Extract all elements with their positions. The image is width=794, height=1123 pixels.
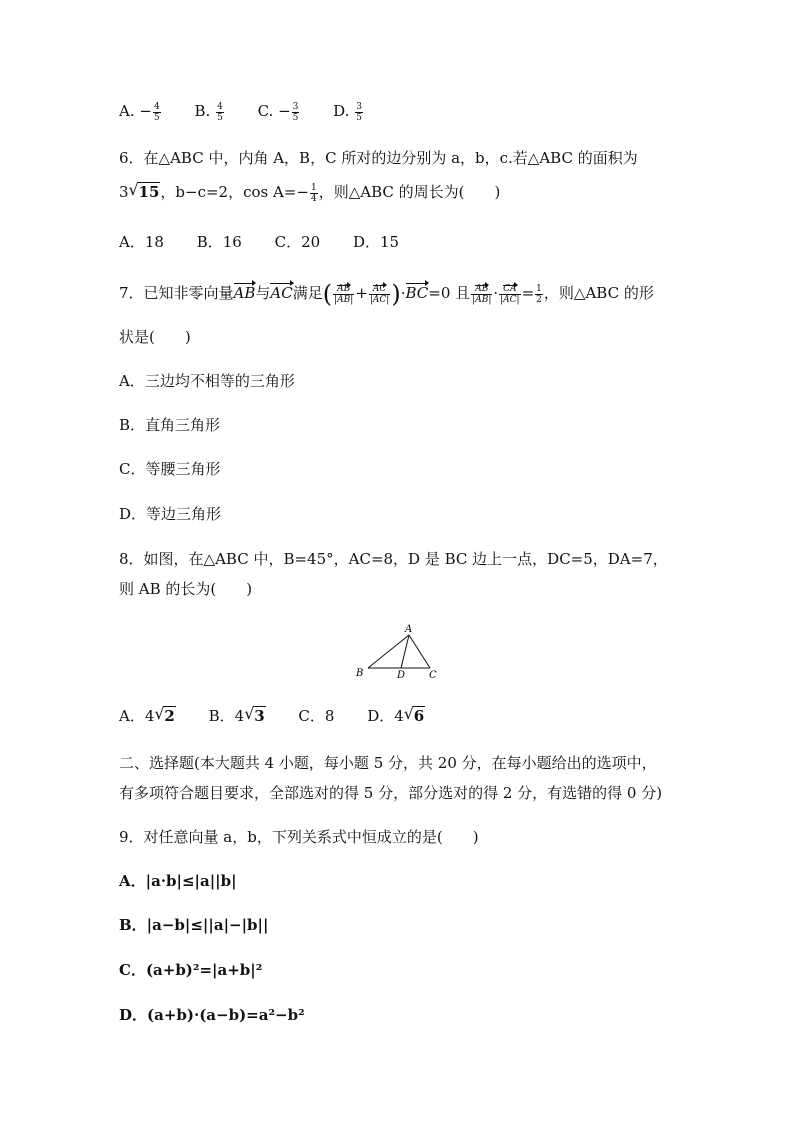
triangle-figure [350, 620, 450, 684]
label-a: A [405, 624, 413, 635]
section2-line2: 有多项符合题目要求，全部选对的得 5 分，部分选对的得 2 分，有选错的得 0 分) [119, 784, 663, 802]
q6-option-d: D．15 [352, 233, 400, 251]
label-b: B [356, 668, 364, 679]
q5-option-b: B. $\frac{4}{5}$ [194, 101, 223, 123]
q6-options [119, 231, 399, 253]
q5-option-d: D. $\frac{3}{5}$ [333, 101, 362, 123]
sqrt-symbol: √ 15 [128, 180, 160, 201]
q8-stem-line1: 8．如图，在△ABC 中，B=45°，AC=8，D 是 BC 边上一点，DC=5，DA=7， [119, 550, 668, 568]
q7-option-b: B．直角三角形 [119, 416, 221, 434]
side-ab [368, 635, 409, 668]
q5-options [119, 100, 364, 123]
q9-option-c: C．(a+b)²=|a+b|² [119, 961, 263, 979]
label-d: D [397, 670, 406, 681]
q8-option-a: A．4 √ 2 [119, 704, 175, 725]
q6-option-b: B．16 [196, 233, 242, 251]
q8-stem-line2: 则 AB 的长为( ) [119, 580, 253, 598]
q5-option-c: C. − $\frac{3}{5}$ [257, 101, 299, 123]
q9-option-b: B．|a−b|≤||a|−|b|| [119, 916, 269, 934]
q8-option-c: C．8 [298, 707, 335, 725]
q7-option-d: D．等边三角形 [119, 505, 222, 523]
q7-stem-line1: 7．已知非零向量AB与AC满足( $\frac{AB}{|AB|}$ + $\frac{AC}{|AC|}$ )·BC=0 且 $\frac{AB}{|AB|}$ · $\frac{CA}{|AC|}$ = $\frac{1}{2}$ ，则△ABC 的形 [119, 280, 654, 308]
section2-line1: 二、选择题(本大题共 4 小题，每小题 5 分，共 20 分，在每小题给出的选项中， [119, 754, 657, 772]
label-c: C [429, 670, 437, 681]
q6-stem-line2: 3 √ 15，b−c=2，cos A=− $\frac{1}{4}$ ，则△ABC 的周长为( ) [119, 180, 501, 204]
q8-options [119, 705, 425, 727]
q8-option-b: B．4 √ 3 [208, 704, 265, 725]
q8-option-d: D．4 √ 6 [367, 704, 425, 725]
q9-option-a: A．|a·b|≤|a||b| [119, 872, 237, 890]
q6-stem-line1: 6．在△ABC 中，内角 A，B，C 所对的边分别为 a，b，c.若△ABC 的面积为 [119, 149, 638, 167]
q6-option-a: A．18 [119, 233, 164, 251]
q9-stem: 9．对任意向量 a，b，下列关系式中恒成立的是( ) [119, 828, 479, 846]
q5-option-a: A. − $\frac{4}{5}$ [119, 101, 160, 123]
q9-option-d: D．(a+b)·(a−b)=a²−b² [119, 1006, 305, 1024]
q7-option-a: A．三边均不相等的三角形 [119, 372, 295, 390]
q6-option-c: C．20 [274, 233, 321, 251]
q7-option-c: C．等腰三角形 [119, 460, 221, 478]
q7-stem-line2: 状是( ) [119, 328, 191, 346]
side-ac [409, 635, 430, 668]
